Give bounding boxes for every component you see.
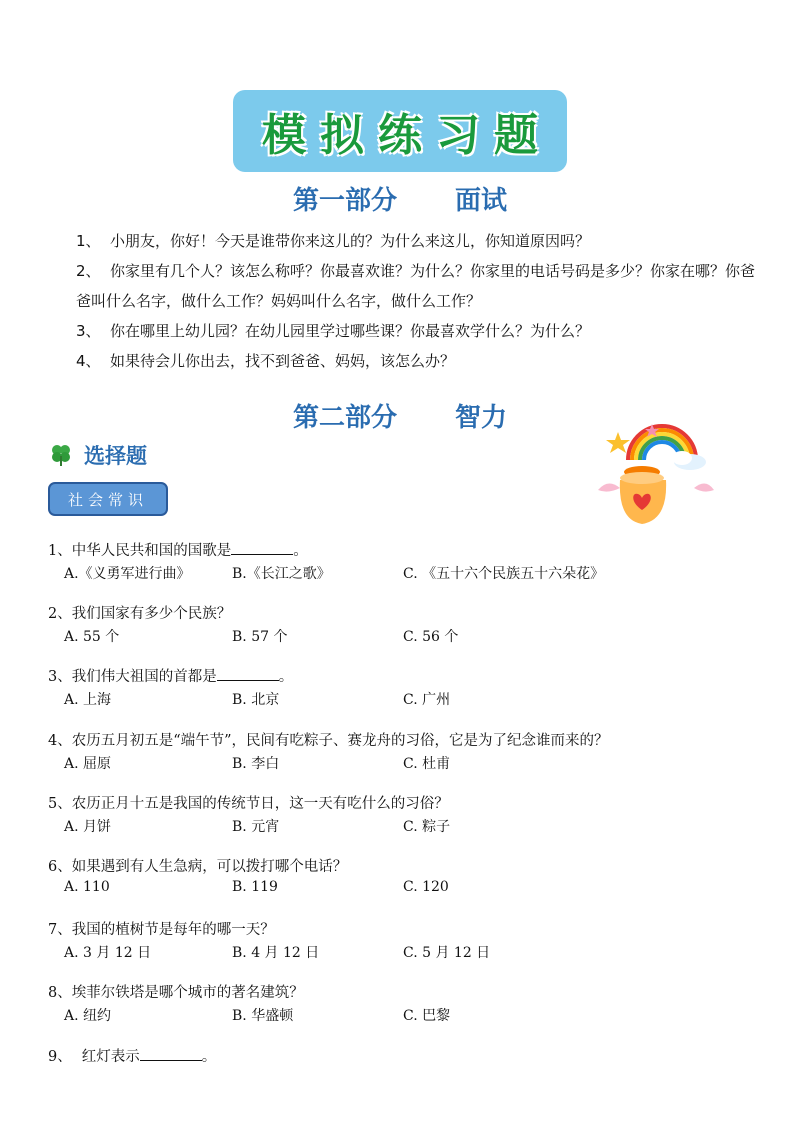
choice-heading-label: 选择题 (84, 444, 147, 468)
interview-text: 你在哪里上幼儿园？在幼儿园里学过哪些课？你最喜欢学什么？为什么？ (110, 322, 591, 340)
option-c: C. 巴黎 (403, 1008, 451, 1025)
rainbow-pot-illustration (590, 420, 720, 530)
option-b: B.《长江之歌》 (232, 566, 331, 582)
question-text: 3、我们伟大祖国的首都是 (48, 669, 217, 686)
option-a: A. 屈原 (64, 755, 112, 772)
option-a: A. 3 月 12 日 (64, 945, 152, 962)
category-tag: 社会常识 (48, 482, 168, 516)
part1-label: 第一部分 (292, 186, 397, 216)
option-b: B. 4 月 12 日 (232, 945, 320, 962)
option-a: A.《义勇军进行曲》 (64, 566, 191, 582)
option-c: C. 56 个 (403, 629, 459, 646)
question-list (48, 539, 768, 1045)
interview-item (76, 256, 766, 316)
question-item (48, 665, 768, 728)
question-stem (48, 665, 293, 686)
interview-text: 如果待会儿你出去，找不到爸爸、妈妈，该怎么办？ (110, 352, 456, 370)
interview-list (76, 226, 766, 376)
answer-blank (217, 666, 279, 681)
question-end: 。 (201, 1049, 217, 1065)
part1-heading (0, 180, 800, 217)
question-item (48, 855, 768, 918)
option-a: A. 纽约 (64, 1008, 112, 1025)
clover-icon (48, 442, 74, 468)
interview-text: 小朋友，你好！今天是谁带你来这儿的？为什么来这儿，你知道原因吗？ (110, 232, 591, 250)
question-item (48, 792, 768, 855)
question-item (48, 918, 768, 981)
option-a: A. 月饼 (64, 818, 112, 835)
option-a: A. 110 (64, 878, 110, 895)
option-c: C. 《五十六个民族五十六朵花》 (403, 566, 605, 582)
interview-number: 1、 (76, 232, 101, 250)
choice-heading (48, 440, 147, 470)
question-stem: 6、如果遇到有人生急病，可以拨打哪个电话？ (48, 858, 348, 875)
question-9 (48, 1045, 216, 1066)
question-stem: 5、农历正月十五是我国的传统节日，这一天有吃什么的习俗？ (48, 795, 449, 812)
question-item (48, 729, 768, 792)
answer-blank (140, 1046, 202, 1061)
interview-item (76, 226, 766, 256)
question-number: 9、 (48, 1049, 72, 1065)
title-banner (233, 90, 567, 172)
option-c: C. 广州 (403, 692, 451, 709)
interview-number: 4、 (76, 352, 101, 370)
option-a: A. 55 个 (64, 629, 120, 646)
question-end: 。 (293, 543, 308, 559)
answer-blank (231, 540, 293, 555)
question-stem: 4、农历五月初五是“端午节”，民间有吃粽子、赛龙舟的习俗，它是为了纪念谁而来的？ (48, 732, 609, 749)
question-text: 红灯表示 (81, 1049, 140, 1065)
option-b: B. 北京 (232, 692, 280, 709)
question-stem: 7、我国的植树节是每年的哪一天？ (48, 922, 275, 939)
question-text: 1、中华人民共和国的国歌是 (48, 543, 232, 559)
option-b: B. 华盛顿 (232, 1008, 294, 1025)
option-b: B. 李白 (232, 755, 280, 772)
question-stem: 8、埃菲尔铁塔是哪个城市的著名建筑？ (48, 985, 304, 1002)
part2-label: 第二部分 (292, 403, 397, 433)
part2-name: 智力 (455, 403, 508, 433)
interview-item (76, 346, 766, 376)
option-b: B. 元宵 (232, 818, 280, 835)
option-c: C. 120 (403, 878, 449, 895)
option-b: B. 57 个 (232, 629, 288, 646)
option-c: C. 粽子 (403, 818, 451, 835)
interview-number: 3、 (76, 322, 101, 340)
option-b: B. 119 (232, 878, 278, 895)
question-stem: 2、我们国家有多少个民族？ (48, 606, 232, 623)
option-c: C. 5 月 12 日 (403, 945, 491, 962)
question-item (48, 602, 768, 665)
question-item (48, 981, 768, 1044)
question-item (48, 539, 768, 602)
interview-item (76, 316, 766, 346)
option-a: A. 上海 (64, 692, 112, 709)
page-title: 模拟练习题 (262, 110, 552, 161)
interview-text: 你家里有几个人？该怎么称呼？你最喜欢谁？为什么？你家里的电话号码是多少？你家在哪？你爸爸叫什么名字，做什么工作？妈妈叫什么名字，做什么工作？ (76, 262, 756, 310)
part1-name: 面试 (455, 186, 508, 216)
question-stem (48, 539, 308, 560)
question-end: 。 (278, 669, 294, 686)
option-c: C. 杜甫 (403, 755, 451, 772)
interview-number: 2、 (76, 262, 101, 280)
